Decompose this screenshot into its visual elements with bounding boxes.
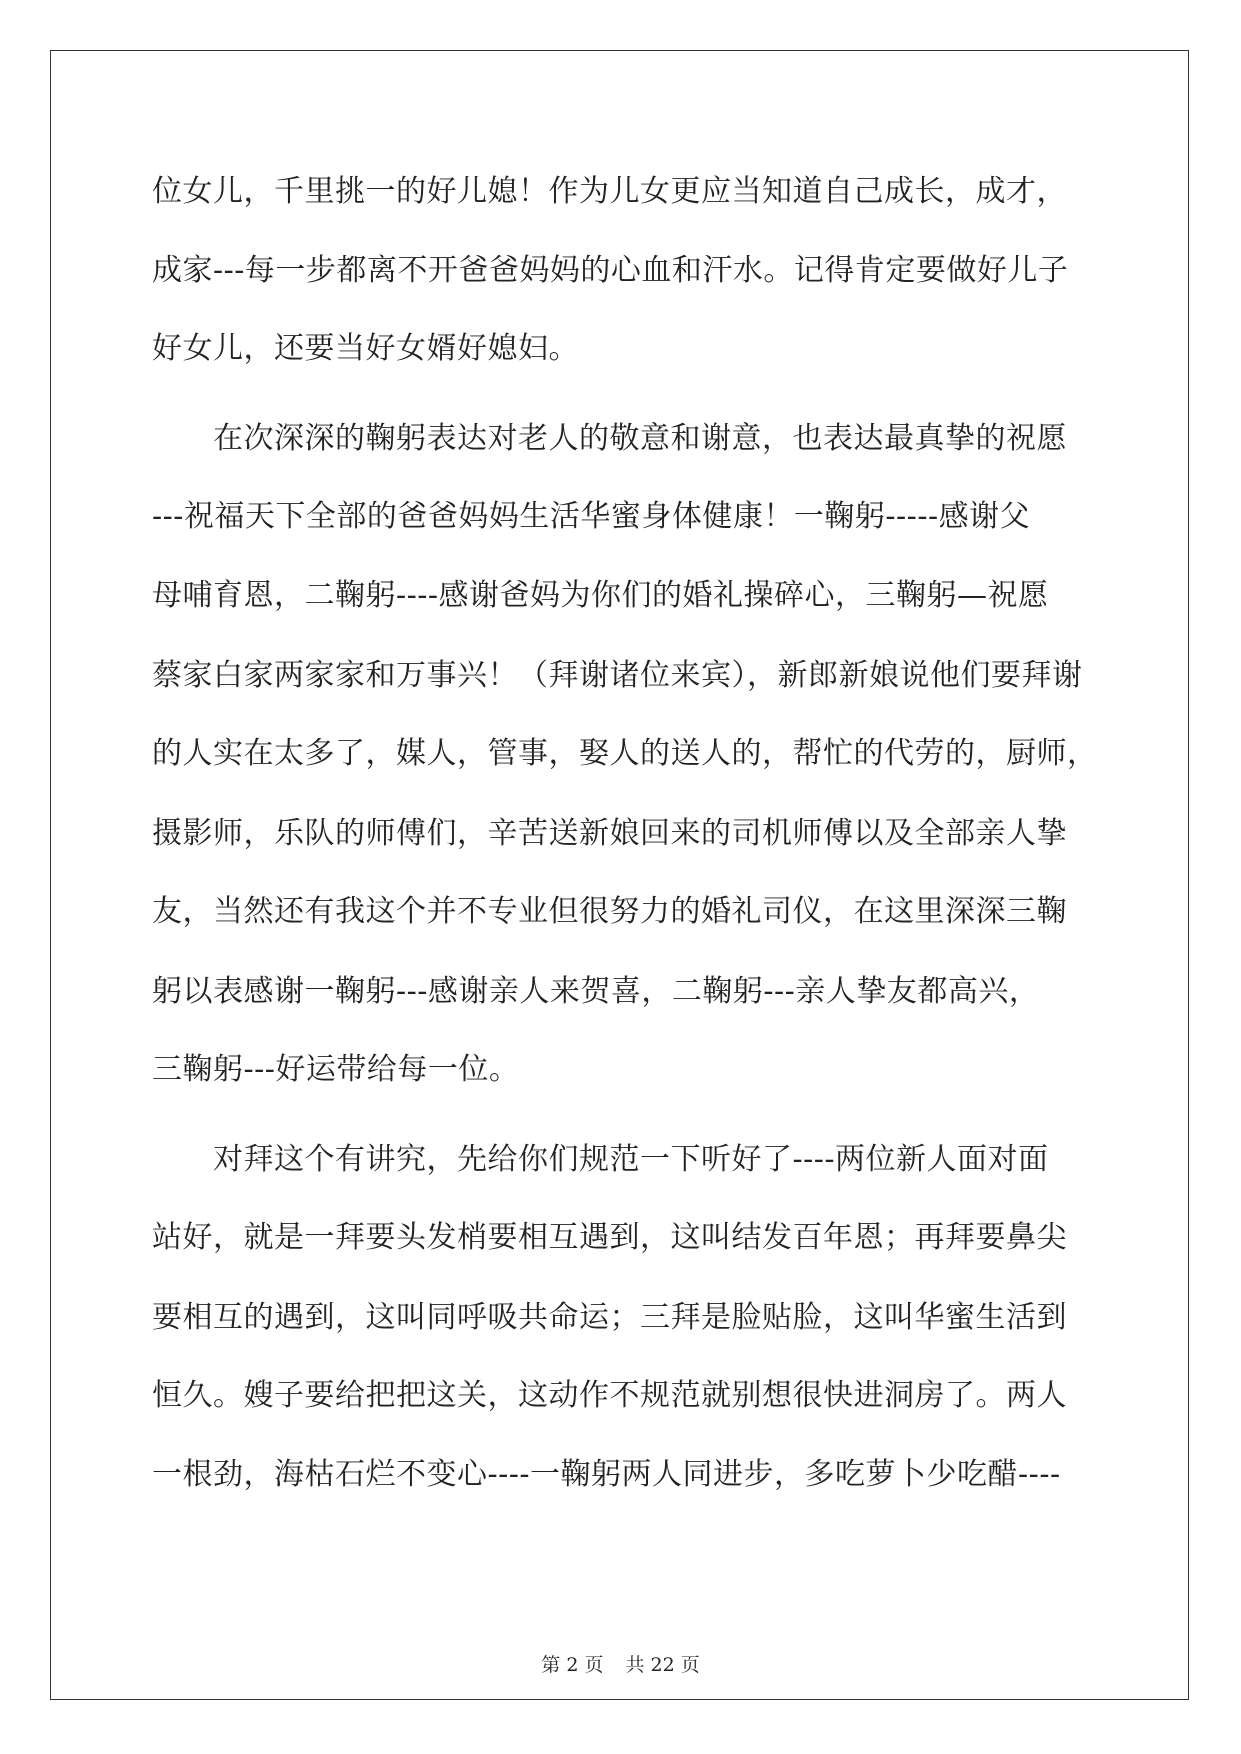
- paragraph-3-line-1: 对拜这个有讲究，先给你们规范一下听好了----两位新人面对面: [213, 1142, 1049, 1177]
- paragraph-3-line-2: 站好，就是一拜要头发梢要相互遇到，这叫结发百年恩；再拜要鼻尖: [152, 1220, 1067, 1255]
- paragraph-2-line-7: 友，当然还有我这个并不专业但很努力的婚礼司仪，在这里深深三鞠: [152, 894, 1067, 929]
- paragraph-1-line-3: 好女儿，还要当好女婿好媳妇。: [152, 331, 579, 366]
- paragraph-2-line-6: 摄影师，乐队的师傅们，辛苦送新娘回来的司机师傅以及全部亲人挚: [152, 816, 1067, 851]
- paragraph-2-line-9: 三鞠躬---好运带给每一位。: [152, 1052, 520, 1087]
- paragraph-2-line-5: 的人实在太多了，媒人，管事，娶人的送人的，帮忙的代劳的，厨师，: [152, 736, 1098, 771]
- paragraph-2-line-1: 在次深深的鞠躬表达对老人的敬意和谢意，也表达最真挚的祝愿: [213, 421, 1067, 456]
- paragraph-2-line-2: ---祝福天下全部的爸爸妈妈生活华蜜身体健康！一鞠躬-----感谢父: [152, 499, 1031, 534]
- paragraph-1-line-2: 成家---每一步都离不开爸爸妈妈的心血和汗水。记得肯定要做好儿子: [152, 253, 1069, 288]
- paragraph-3-line-5: 一根劲，海枯石烂不变心----一鞠躬两人同进步，多吃萝卜少吃醋----: [152, 1457, 1061, 1492]
- page-number-label: 第 2 页: [541, 1654, 604, 1676]
- paragraph-2-line-4: 蔡家白家两家家和万事兴！（拜谢诸位来宾），新郎新娘说他们要拜谢: [152, 658, 1083, 693]
- paragraph-3-line-3: 要相互的遇到，这叫同呼吸共命运；三拜是脸贴脸，这叫华蜜生活到: [152, 1300, 1067, 1335]
- paragraph-3-line-4: 恒久。嫂子要给把把这关，这动作不规范就别想很快进洞房了。两人: [152, 1378, 1067, 1413]
- page-total-label: 共 22 页: [625, 1654, 700, 1676]
- paragraph-2-line-8: 躬以表感谢一鞠躬---感谢亲人来贺喜，二鞠躬---亲人挚友都高兴，: [152, 974, 1040, 1009]
- page-footer: [0, 1653, 1241, 1677]
- paragraph-2-line-3: 母哺育恩，二鞠躬----感谢爸妈为你们的婚礼操碎心，三鞠躬—祝愿: [152, 578, 1049, 613]
- paragraph-1-line-1: 位女儿，千里挑一的好儿媳！作为儿女更应当知道自己成长，成才，: [152, 174, 1067, 209]
- page-border: [50, 50, 1189, 1700]
